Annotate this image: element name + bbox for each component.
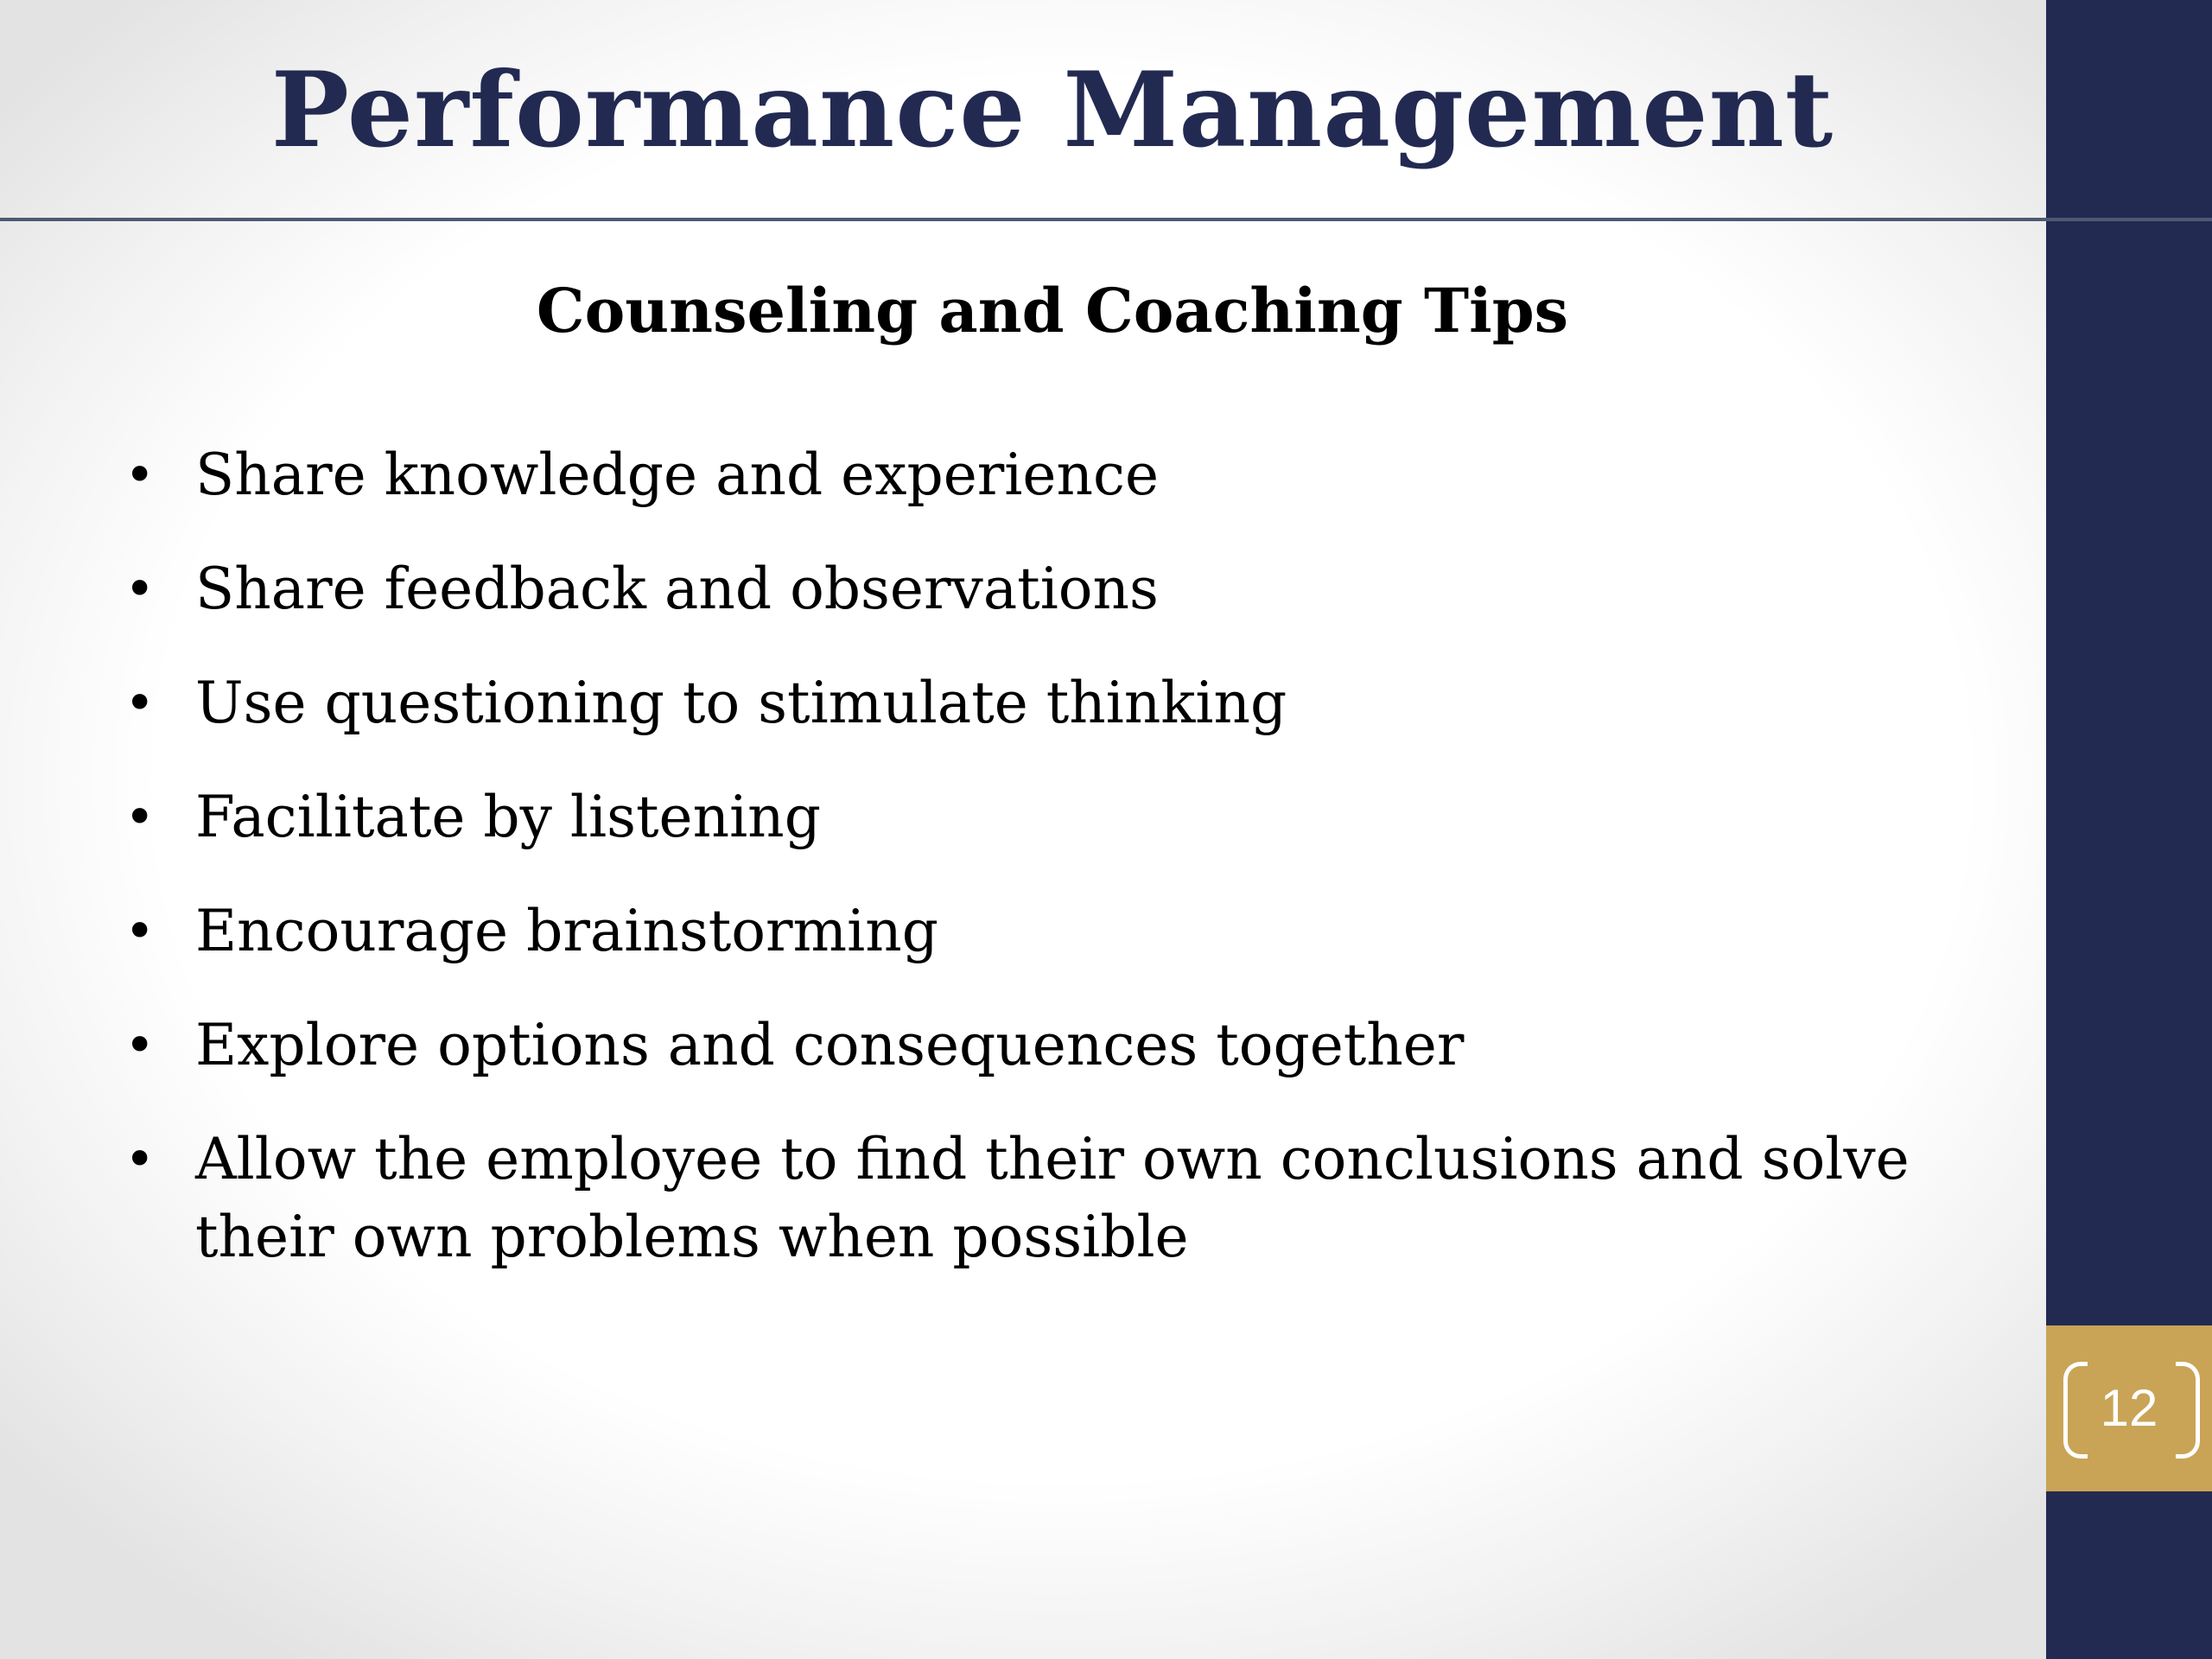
bullet-text: Use questioning to stimulate thinking [195,670,1287,736]
bullet-icon: • [124,673,156,734]
bullet-item [121,436,1953,514]
bullet-text: Encourage brainstorming [195,898,938,964]
slide-title: Performance Management [270,49,1834,171]
bullet-icon: • [124,1129,156,1190]
title-divider [0,218,2212,221]
slide-subtitle: Counseling and Coaching Tips [536,275,1569,346]
bullet-icon: • [124,1015,156,1076]
bullet-item [121,1121,1953,1276]
bullet-text: Share feedback and observations [195,556,1159,622]
bullet-text: Explore options and consequences together [195,1012,1465,1078]
bullet-item [121,1007,1953,1084]
page-number: 12 [2100,1379,2158,1437]
bullet-item [121,893,1953,970]
bullet-item [121,550,1953,628]
bullet-text: Facilitate by listening [195,784,821,850]
right-bracket-icon [2176,1362,2200,1459]
bullet-icon: • [124,559,156,620]
bullet-icon: • [124,901,156,962]
bullet-icon: • [124,787,156,848]
bullet-icon: • [124,445,156,505]
bullet-list [121,436,1953,1313]
page-number-badge [2046,1325,2212,1491]
bullet-text: Share knowledge and experience [195,442,1160,508]
bullet-item [121,664,1953,742]
bullet-item [121,779,1953,856]
bullet-text: Allow the employee to find their own conclusions and solve their own problems when possible [195,1126,1910,1270]
